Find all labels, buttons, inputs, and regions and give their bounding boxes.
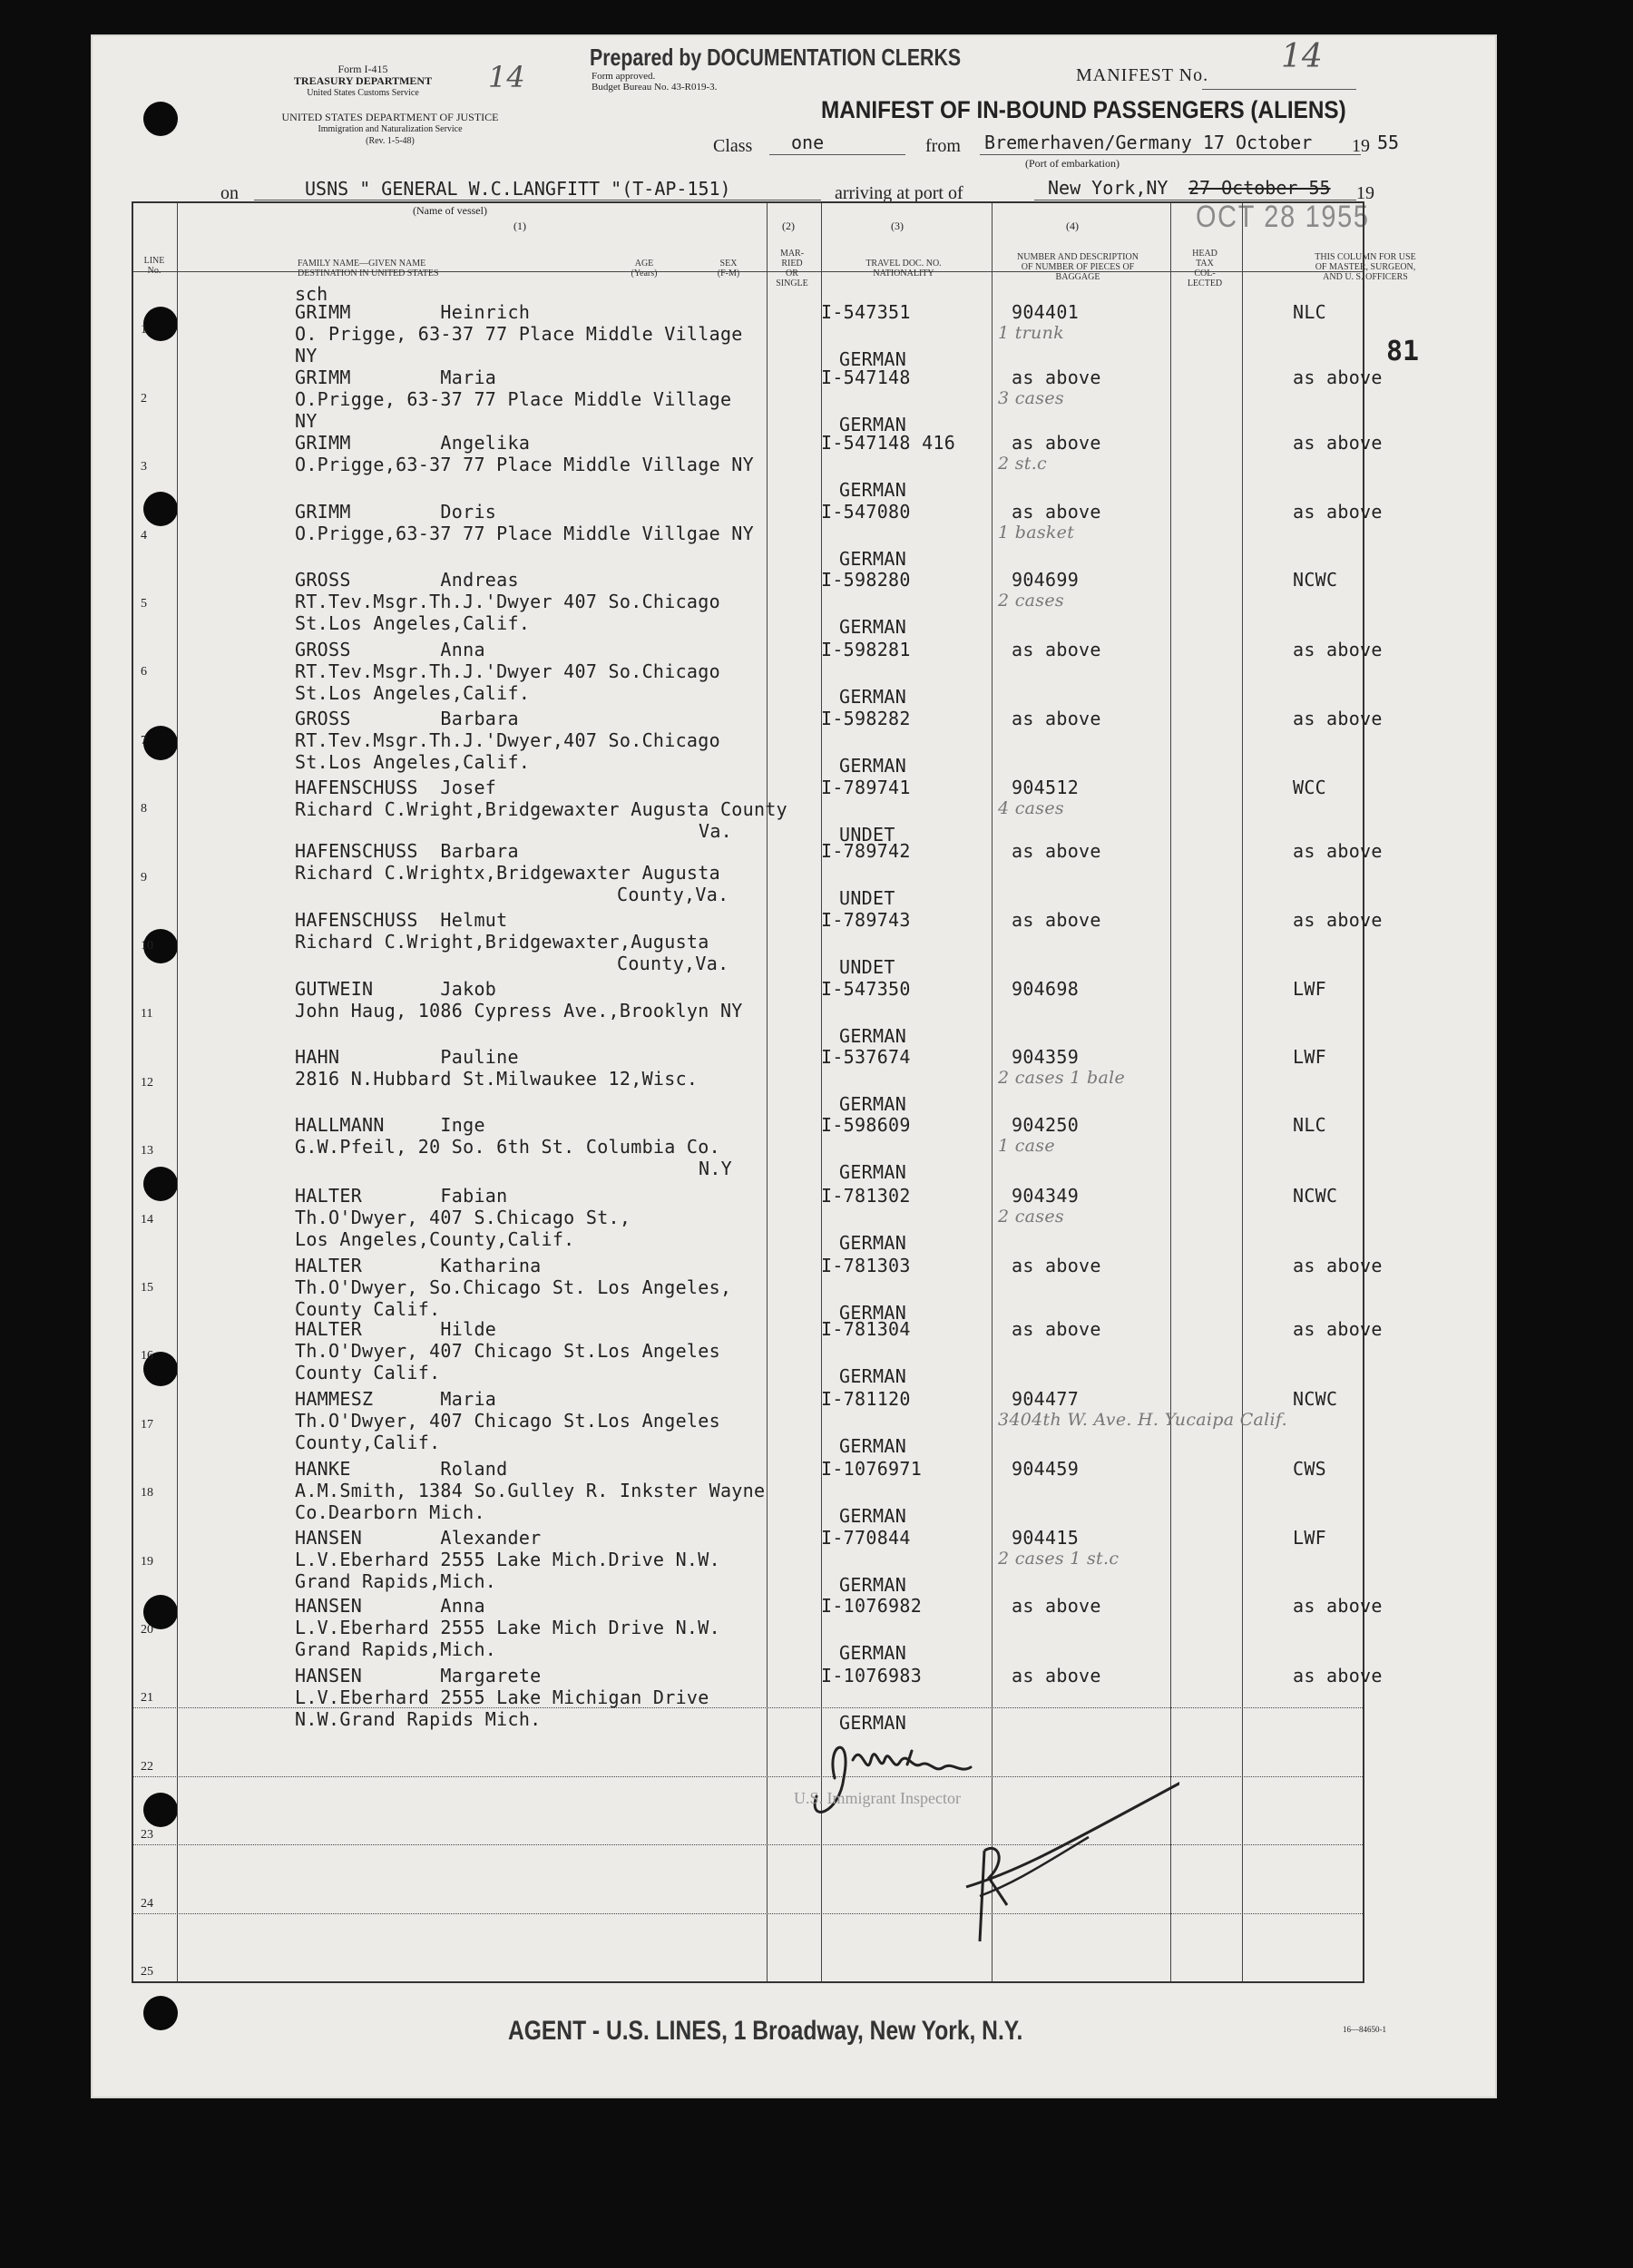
baggage-handwritten: 2 cases xyxy=(998,591,1064,611)
baggage-handwritten: 1 case xyxy=(998,1136,1055,1156)
baggage-handwritten: 3 cases xyxy=(998,388,1064,408)
punch-hole xyxy=(143,102,178,136)
line-number: 12 xyxy=(141,1075,153,1090)
baggage-handwritten: 2 cases 1 st.c xyxy=(998,1549,1120,1569)
destination-line-1: 2816 N.Hubbard St.Milwaukee 12,Wisc. xyxy=(295,1068,699,1090)
nationality: GERMAN xyxy=(839,1161,907,1183)
line-number: 3 xyxy=(141,460,147,474)
officer-notes: CWS xyxy=(1293,1458,1327,1480)
destination-line-2: Co.Dearborn Mich. xyxy=(295,1501,485,1523)
baggage: 904349 xyxy=(1012,1185,1080,1207)
destination-line-2: County,Calif. xyxy=(295,1432,441,1453)
col-header-sex: SEX (F-M) xyxy=(717,259,740,279)
destination-line-1: Th.O'Dwyer, 407 Chicago St.Los Angeles xyxy=(295,1340,720,1362)
destination-line-2: County,Va. xyxy=(617,953,729,974)
passenger-name: HAFENSCHUSS Josef xyxy=(295,777,497,798)
officer-notes: as above xyxy=(1293,367,1383,388)
port-embark-caption: (Port of embarkation) xyxy=(1025,157,1120,170)
travel-doc-number: I-789742 xyxy=(821,840,911,862)
travel-doc-number: I-781120 xyxy=(821,1388,911,1410)
baggage: as above xyxy=(1012,367,1101,388)
officer-notes: as above xyxy=(1293,1255,1383,1276)
baggage-handwritten: 4 cases xyxy=(998,798,1064,818)
destination-line-1: Richard C.Wrightx,Bridgewaxter Augusta xyxy=(295,862,720,884)
travel-doc-number: I-781303 xyxy=(821,1255,911,1276)
line-number: 22 xyxy=(141,1759,153,1774)
baggage: 904401 xyxy=(1012,301,1080,323)
travel-doc-number: I-789741 xyxy=(821,777,911,798)
passenger-name: GRIMM Heinrich xyxy=(295,301,531,323)
travel-doc-number: I-1076971 xyxy=(821,1458,923,1480)
nationality: GERMAN xyxy=(839,686,907,708)
baggage: 904459 xyxy=(1012,1458,1080,1480)
officer-notes: as above xyxy=(1293,1595,1383,1617)
col-num-3: (3) xyxy=(891,220,904,232)
baggage-handwritten: 2 cases xyxy=(998,1207,1064,1227)
prepared-by-stamp: Prepared by DOCUMENTATION CLERKS xyxy=(590,44,962,71)
nationality: GERMAN xyxy=(839,616,907,638)
manifest-label: MANIFEST No. xyxy=(1076,65,1209,85)
line-number: 7 xyxy=(141,733,147,748)
nationality: GERMAN xyxy=(839,1574,907,1596)
destination-line-1: A.M.Smith, 1384 So.Gulley R. Inkster Wayne xyxy=(295,1480,766,1501)
line-number: 4 xyxy=(141,528,147,543)
destination-line-2: St.Los Angeles,Calif. xyxy=(295,751,531,773)
travel-doc-number: I-598609 xyxy=(821,1114,911,1136)
baggage: 904477 xyxy=(1012,1388,1080,1410)
col-header-age: AGE (Years) xyxy=(631,259,658,279)
officer-notes: LWF xyxy=(1293,1527,1327,1549)
baggage: as above xyxy=(1012,1665,1101,1686)
col-num-1: (1) xyxy=(513,220,526,232)
travel-doc-number: I-789743 xyxy=(821,909,911,931)
travel-doc-number: I-598280 xyxy=(821,569,911,591)
passenger-name: GRIMM Maria xyxy=(295,367,497,388)
destination-line-2: County Calif. xyxy=(295,1362,441,1383)
passenger-name: HALTER Katharina xyxy=(295,1255,542,1276)
baggage: as above xyxy=(1012,1595,1101,1617)
nationality: GERMAN xyxy=(839,414,907,435)
baggage: 904698 xyxy=(1012,978,1080,1000)
officer-notes: as above xyxy=(1293,1318,1383,1340)
officer-notes: NCWC xyxy=(1293,1185,1338,1207)
line-number: 23 xyxy=(141,1828,153,1843)
destination-line-2: NY xyxy=(295,410,318,432)
officer-notes: as above xyxy=(1293,501,1383,523)
nationality: GERMAN xyxy=(839,1232,907,1254)
passenger-name: HANSEN Alexander xyxy=(295,1527,542,1549)
col-header-travel-doc: TRAVEL DOC. NO. NATIONALITY xyxy=(865,259,942,279)
passenger-name: GUTWEIN Jakob xyxy=(295,978,497,1000)
passenger-name: HALTER Hilde xyxy=(295,1318,497,1340)
baggage: 904699 xyxy=(1012,569,1080,591)
officer-notes: LWF xyxy=(1293,1046,1327,1068)
travel-doc-number: I-547080 xyxy=(821,501,911,523)
dept-name: TREASURY DEPARTMENT xyxy=(293,74,433,87)
destination-line-1: L.V.Eberhard 2555 Lake Michigan Drive xyxy=(295,1686,709,1708)
passenger-name: HANSEN Margarete xyxy=(295,1665,542,1686)
passenger-name: HAHN Pauline xyxy=(295,1046,519,1068)
baggage-handwritten: 2 st.c xyxy=(998,454,1047,474)
nationality: GERMAN xyxy=(839,1093,907,1115)
officer-notes: NCWC xyxy=(1293,1388,1338,1410)
passenger-name: HALLMANN Inge xyxy=(295,1114,485,1136)
travel-doc-number: I-598282 xyxy=(821,708,911,729)
travel-doc-number: I-547351 xyxy=(821,301,911,323)
destination-line-1: RT.Tev.Msgr.Th.J.'Dwyer,407 So.Chicago xyxy=(295,729,720,751)
officer-notes: NLC xyxy=(1293,1114,1327,1136)
baggage: as above xyxy=(1012,909,1101,931)
class-value: one xyxy=(791,132,825,153)
year-suffix: 55 xyxy=(1377,132,1400,153)
line-number: 15 xyxy=(141,1281,153,1295)
baggage: 904512 xyxy=(1012,777,1080,798)
col-header-head-tax: HEAD TAX COL- LECTED xyxy=(1187,249,1223,288)
passenger-name: HANSEN Anna xyxy=(295,1595,485,1617)
nationality: GERMAN xyxy=(839,1505,907,1527)
passenger-name: GROSS Andreas xyxy=(295,569,519,591)
col-header-name: FAMILY NAME—GIVEN NAME DESTINATION IN UNITED STATES xyxy=(298,259,439,279)
nationality: GERMAN xyxy=(839,1642,907,1664)
form-approved: Form approved. xyxy=(592,71,656,82)
travel-doc-number: I-537674 xyxy=(821,1046,911,1068)
passenger-name: HALTER Fabian xyxy=(295,1185,508,1207)
col-num-2: (2) xyxy=(782,220,795,232)
destination-line-2: N.Y xyxy=(699,1158,733,1179)
arrival-port: New York,NY xyxy=(1048,177,1169,199)
line-number: 1 xyxy=(141,323,147,337)
customs-name: United States Customs Service xyxy=(307,88,419,98)
destination-line-1: Th.O'Dwyer, So.Chicago St. Los Angeles, xyxy=(295,1276,732,1298)
travel-doc-number: I-770844 xyxy=(821,1527,911,1549)
baggage-handwritten: 1 trunk xyxy=(998,323,1064,343)
nationality: GERMAN xyxy=(839,1435,907,1457)
travel-doc-number: I-781304 xyxy=(821,1318,911,1340)
col-header-married: MAR- RIED OR SINGLE xyxy=(776,249,808,288)
baggage-handwritten: 2 cases 1 bale xyxy=(998,1068,1126,1088)
baggage-handwritten: 3404th W. Ave. H. Yucaipa Calif. xyxy=(998,1410,1287,1430)
passenger-name: GROSS Barbara xyxy=(295,708,519,729)
handwritten-number: 14 xyxy=(488,60,525,94)
destination-line-1: O. Prigge, 63-37 77 Place Middle Village xyxy=(295,323,743,345)
officer-notes: as above xyxy=(1293,1665,1383,1686)
destination-line-2: Grand Rapids,Mich. xyxy=(295,1638,497,1660)
line-number: 6 xyxy=(141,665,147,679)
line-number: 24 xyxy=(141,1896,153,1911)
arriving-label: arriving at port of xyxy=(835,183,963,203)
baggage: as above xyxy=(1012,639,1101,660)
officer-notes: as above xyxy=(1293,432,1383,454)
arrival-year-prefix: 19 xyxy=(1356,183,1374,203)
travel-doc-number: I-1076983 xyxy=(821,1665,923,1686)
destination-line-2: County,Va. xyxy=(617,884,729,905)
line-number: 25 xyxy=(141,1965,153,1979)
nationality: GERMAN xyxy=(839,755,907,777)
nationality: UNDET xyxy=(839,956,895,978)
nationality: GERMAN xyxy=(839,348,907,370)
destination-line-1: Richard C.Wright,Bridgewaxter,Augusta xyxy=(295,931,709,953)
baggage: as above xyxy=(1012,501,1101,523)
col-header-officers: THIS COLUMN FOR USE OF MASTER, SURGEON, AND U. S. OFFICERS xyxy=(1315,252,1416,282)
destination-line-1: RT.Tev.Msgr.Th.J.'Dwyer 407 So.Chicago xyxy=(295,660,720,682)
destination-line-1: G.W.Pfeil, 20 So. 6th St. Columbia Co. xyxy=(295,1136,720,1158)
footer-agent: AGENT - U.S. LINES, 1 Broadway, New York, N.Y. xyxy=(508,2016,1023,2046)
line-number: 9 xyxy=(141,870,147,885)
destination-line-1: Th.O'Dwyer, 407 Chicago St.Los Angeles xyxy=(295,1410,720,1432)
travel-doc-number: I-1076982 xyxy=(821,1595,923,1617)
ins-name: Immigration and Naturalization Service xyxy=(318,124,463,134)
line-number: 16 xyxy=(141,1349,153,1364)
line-number: 14 xyxy=(141,1212,153,1227)
destination-line-1: O.Prigge, 63-37 77 Place Middle Village xyxy=(295,388,732,410)
travel-doc-number: I-781302 xyxy=(821,1185,911,1207)
budget-number: Budget Bureau No. 43-R019-3. xyxy=(592,82,718,93)
line-number: 5 xyxy=(141,597,147,611)
passenger-name: HAFENSCHUSS Helmut xyxy=(295,909,508,931)
destination-line-2: St.Los Angeles,Calif. xyxy=(295,612,531,634)
page-title: MANIFEST OF IN-BOUND PASSENGERS (ALIENS) xyxy=(821,96,1346,123)
baggage: as above xyxy=(1012,1255,1101,1276)
line-number: 19 xyxy=(141,1554,153,1569)
vessel-caption: (Name of vessel) xyxy=(413,204,487,217)
punch-hole xyxy=(143,1996,178,2030)
inspector-signature xyxy=(798,1724,1179,1996)
passenger-name: GRIMM Angelika xyxy=(295,432,531,454)
destination-line-1: L.V.Eberhard 2555 Lake Mich Drive N.W. xyxy=(295,1617,720,1638)
from-value: Bremerhaven/Germany 17 October xyxy=(984,132,1313,153)
nationality: GERMAN xyxy=(839,548,907,570)
passenger-name: GROSS Anna xyxy=(295,639,485,660)
destination-line-2: Los Angeles,County,Calif. xyxy=(295,1228,575,1250)
passenger-name: HANKE Roland xyxy=(295,1458,508,1480)
baggage: as above xyxy=(1012,708,1101,729)
destination-line-2: St.Los Angeles,Calif. xyxy=(295,682,531,704)
travel-doc-number: I-547350 xyxy=(821,978,911,1000)
from-label: from xyxy=(925,136,961,156)
page-number: 81 xyxy=(1386,336,1420,367)
vessel-name: USNS " GENERAL W.C.LANGFITT "(T-AP-151) xyxy=(305,178,731,200)
baggage: as above xyxy=(1012,432,1101,454)
line-number: 8 xyxy=(141,802,147,816)
baggage: as above xyxy=(1012,840,1101,862)
on-label: on xyxy=(220,183,239,203)
travel-doc-number: I-547148 xyxy=(821,367,911,388)
destination-line-2: N.W.Grand Rapids Mich. xyxy=(295,1708,542,1730)
col-header-line-no: LINE No. xyxy=(143,256,165,276)
col-header-baggage: NUMBER AND DESCRIPTION OF NUMBER OF PIECES OF BAGGAGE xyxy=(1017,252,1139,282)
line-number: 13 xyxy=(141,1144,153,1158)
destination-line-1: O.Prigge,63-37 77 Place Middle Villgae NY xyxy=(295,523,754,544)
destination-line-1: John Haug, 1086 Cypress Ave.,Brooklyn NY xyxy=(295,1000,743,1022)
header-extra-note: sch xyxy=(295,283,328,305)
line-number: 2 xyxy=(141,391,147,406)
passenger-name: HAFENSCHUSS Barbara xyxy=(295,840,519,862)
arrival-date-struck: 27 October 55 xyxy=(1188,177,1331,199)
nationality: UNDET xyxy=(839,887,895,909)
destination-line-1: O.Prigge,63-37 77 Place Middle Village NY xyxy=(295,454,754,475)
officer-notes: WCC xyxy=(1293,777,1327,798)
year-prefix: 19 xyxy=(1352,136,1370,156)
officer-notes: NCWC xyxy=(1293,569,1338,591)
destination-line-1: Th.O'Dwyer, 407 S.Chicago St., xyxy=(295,1207,631,1228)
revision: (Rev. 1-5-48) xyxy=(366,136,415,146)
line-number: 20 xyxy=(141,1623,153,1637)
baggage: 904250 xyxy=(1012,1114,1080,1136)
destination-line-2: County Calif. xyxy=(295,1298,441,1320)
passenger-name: GRIMM Doris xyxy=(295,501,497,523)
destination-line-1: RT.Tev.Msgr.Th.J.'Dwyer 407 So.Chicago xyxy=(295,591,720,612)
inspector-caption: U.S. Immigrant Inspector xyxy=(794,1789,961,1807)
line-number: 21 xyxy=(141,1691,153,1706)
baggage: 904359 xyxy=(1012,1046,1080,1068)
officer-notes: as above xyxy=(1293,909,1383,931)
line-number: 10 xyxy=(141,939,153,953)
destination-line-2: NY xyxy=(295,345,318,367)
officer-notes: NLC xyxy=(1293,301,1327,323)
manifest-number: 14 xyxy=(1281,38,1323,75)
destination-line-2: Grand Rapids,Mich. xyxy=(295,1570,497,1592)
officer-notes: LWF xyxy=(1293,978,1327,1000)
nationality: GERMAN xyxy=(839,1712,907,1734)
line-number: 17 xyxy=(141,1417,153,1432)
doj-name: UNITED STATES DEPARTMENT OF JUSTICE xyxy=(281,111,499,123)
class-label: Class xyxy=(713,136,753,156)
line-number: 18 xyxy=(141,1486,153,1501)
footer-code: 16—84650-1 xyxy=(1343,2025,1386,2034)
officer-notes: as above xyxy=(1293,708,1383,729)
nationality: GERMAN xyxy=(839,1302,907,1324)
line-number: 11 xyxy=(141,1007,153,1022)
passenger-name: HAMMESZ Maria xyxy=(295,1388,497,1410)
destination-line-2: Va. xyxy=(699,820,733,842)
travel-doc-number: I-598281 xyxy=(821,639,911,660)
baggage-handwritten: 1 basket xyxy=(998,523,1075,543)
arrival-date-stamp: OCT 28 1955 xyxy=(1196,200,1370,234)
baggage: 904415 xyxy=(1012,1527,1080,1549)
officer-notes: as above xyxy=(1293,840,1383,862)
nationality: GERMAN xyxy=(839,1365,907,1387)
officer-notes: as above xyxy=(1293,639,1383,660)
destination-line-1: L.V.Eberhard 2555 Lake Mich.Drive N.W. xyxy=(295,1549,720,1570)
destination-line-1: Richard C.Wright,Bridgewaxter Augusta County xyxy=(295,798,788,820)
nationality: GERMAN xyxy=(839,479,907,501)
travel-doc-number: I-547148 416 xyxy=(821,432,956,454)
nationality: GERMAN xyxy=(839,1025,907,1047)
col-num-4: (4) xyxy=(1066,220,1079,232)
baggage: as above xyxy=(1012,1318,1101,1340)
form-number: Form I-415 xyxy=(337,63,388,75)
nationality: UNDET xyxy=(839,824,895,846)
